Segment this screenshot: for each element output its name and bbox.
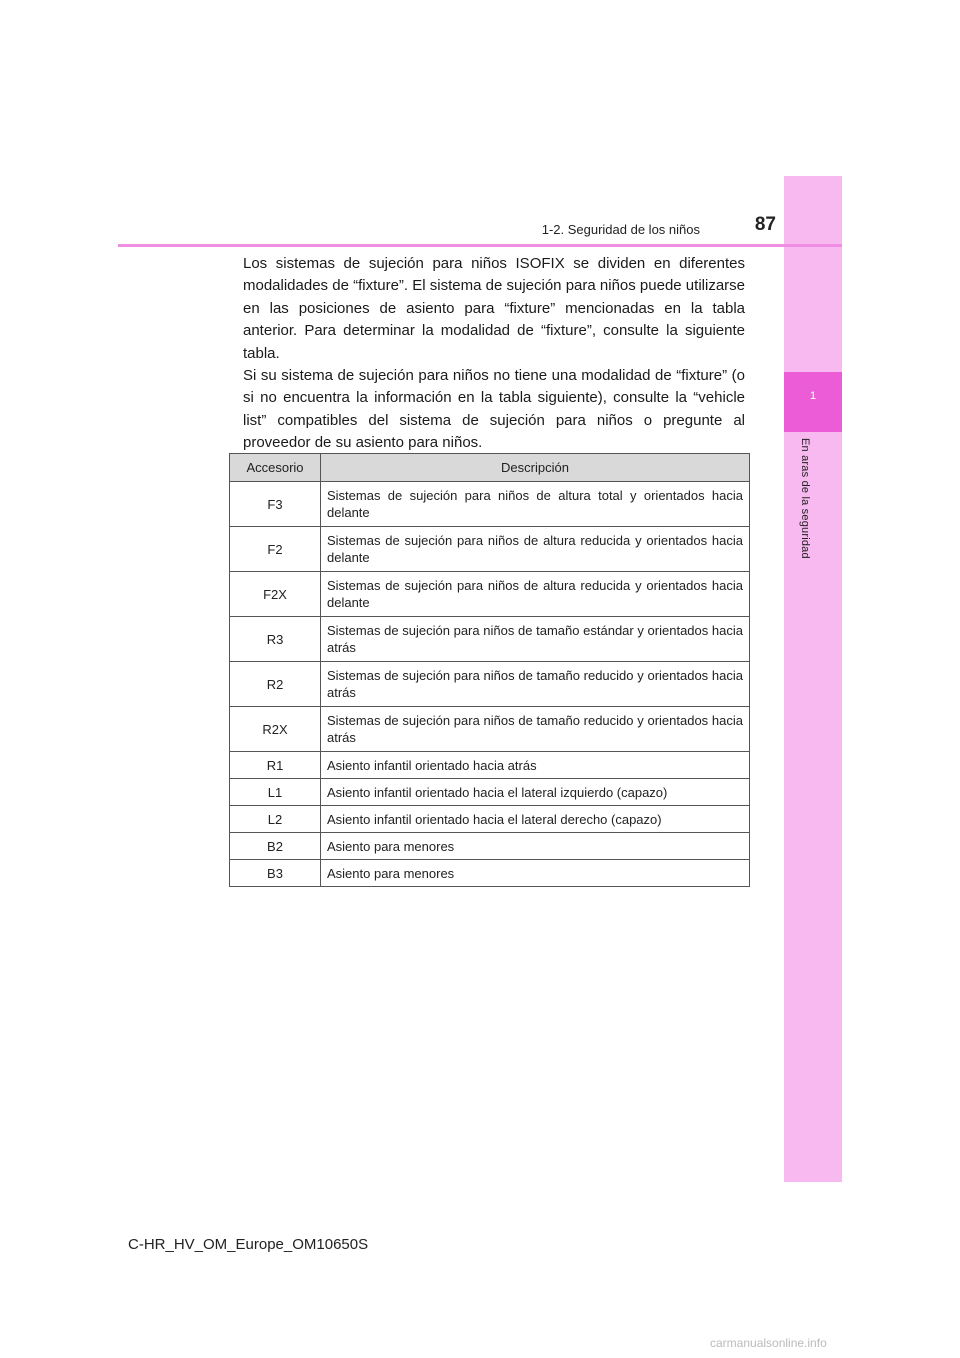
fixture-description: Sistemas de sujeción para niños de tamaño reducido y orientados hacia atrás (321, 707, 750, 752)
table-row (230, 806, 750, 833)
fixture-description: Sistemas de sujeción para niños de tamaño estándar y orientados hacia atrás (321, 617, 750, 662)
chapter-number: 1 (809, 390, 817, 402)
table-row (230, 662, 750, 707)
fixture-code: R3 (230, 617, 321, 662)
table-row (230, 572, 750, 617)
fixture-code: F2 (230, 527, 321, 572)
section-title: 1-2. Seguridad de los niños (541, 222, 700, 237)
fixture-description: Sistemas de sujeción para niños de altura reducida y orientados hacia delante (321, 572, 750, 617)
fixture-code: R2X (230, 707, 321, 752)
table-row (230, 779, 750, 806)
table-row (230, 860, 750, 887)
table-row (230, 617, 750, 662)
table-row (230, 752, 750, 779)
fixture-description: Asiento infantil orientado hacia atrás (321, 752, 750, 779)
fixture-code: B2 (230, 833, 321, 860)
fixture-code: F3 (230, 482, 321, 527)
chapter-side-strip (784, 176, 842, 1182)
document-id: C-HR_HV_OM_Europe_OM10650S (128, 1236, 369, 1253)
fixture-table (229, 453, 750, 887)
column-header-accesorio: Accesorio (230, 454, 321, 482)
fixture-code: R2 (230, 662, 321, 707)
fixture-description: Asiento infantil orientado hacia el lateral izquierdo (capazo) (321, 779, 750, 806)
chapter-title: En aras de la seguridad (799, 438, 811, 559)
fixture-description: Sistemas de sujeción para niños de altura reducida y orientados hacia delante (321, 527, 750, 572)
fixture-description: Asiento infantil orientado hacia el lateral derecho (capazo) (321, 806, 750, 833)
fixture-code: R1 (230, 752, 321, 779)
fixture-code: F2X (230, 572, 321, 617)
chapter-tab[interactable] (784, 372, 842, 432)
fixture-description: Asiento para menores (321, 860, 750, 887)
table-row (230, 833, 750, 860)
fixture-code: L1 (230, 779, 321, 806)
intro-paragraph-2: Si su sistema de sujeción para niños no tiene una modalidad de “fixture” (o si no encuentra la información en la tabla siguiente), consulte la “vehicle list” compatibles del sistema de sujeción para niños o pregunte al proveedor de su asiento para niños. (243, 367, 745, 452)
table-row (230, 527, 750, 572)
fixture-code: B3 (230, 860, 321, 887)
fixture-description: Asiento para menores (321, 833, 750, 860)
intro-paragraph-1: Los sistemas de sujeción para niños ISOFIX se dividen en diferentes modalidades de “fixture”. El sistema de sujeción para niños puede utilizarse en las posiciones de asiento para “fixture” mencionadas en la tabla anterior. Para determinar la modalidad de “fixture”, consulte la siguiente tabla. (243, 255, 745, 362)
table-header-row (230, 454, 750, 482)
page-number: 87 (754, 214, 776, 235)
table-row (230, 707, 750, 752)
column-header-descripcion: Descripción (321, 454, 750, 482)
watermark: carmanualsonline.info (710, 1336, 827, 1350)
header-divider (118, 244, 842, 247)
fixture-description: Sistemas de sujeción para niños de altura total y orientados hacia delante (321, 482, 750, 527)
fixture-description: Sistemas de sujeción para niños de tamaño reducido y orientados hacia atrás (321, 662, 750, 707)
fixture-code: L2 (230, 806, 321, 833)
intro-text (243, 253, 745, 455)
table-row (230, 482, 750, 527)
